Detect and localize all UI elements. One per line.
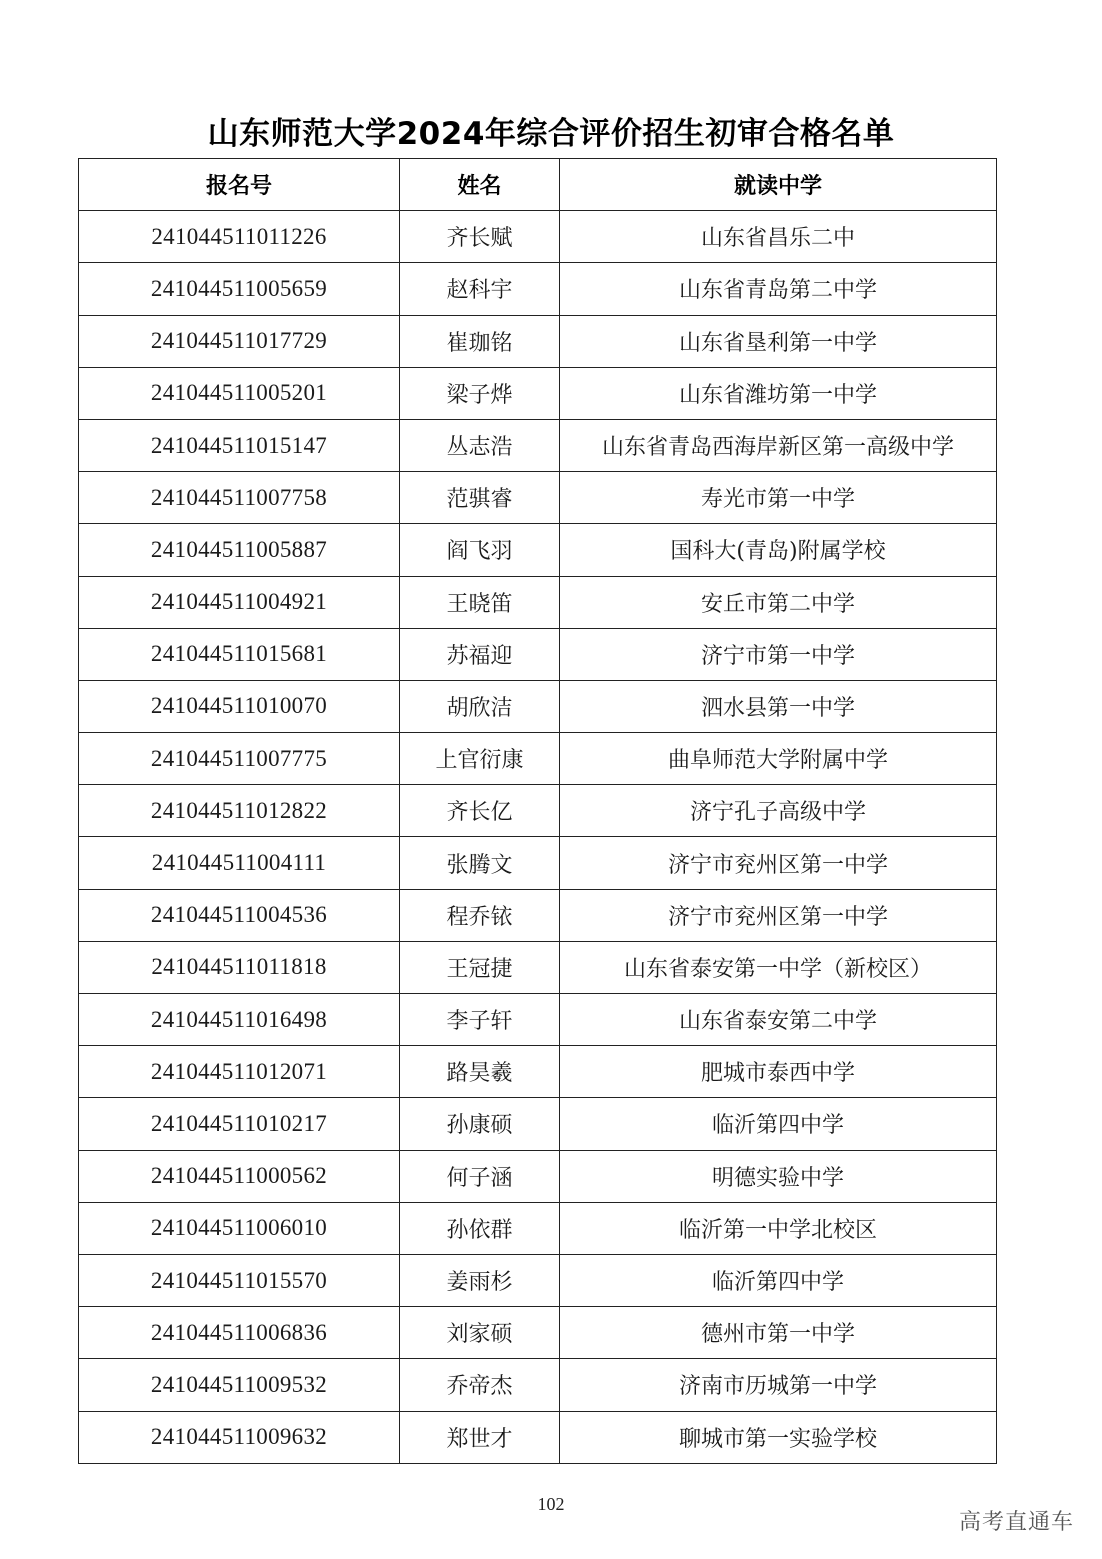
school-name-cell: 肥城市泰西中学 <box>560 1046 997 1098</box>
table-row <box>79 367 997 419</box>
registration-number-cell: 241044511017729 <box>79 315 400 367</box>
registration-number-cell: 241044511011818 <box>79 941 400 993</box>
student-name-cell: 程乔铱 <box>400 889 560 941</box>
student-name-cell: 上官衍康 <box>400 733 560 785</box>
student-name-cell: 崔珈铭 <box>400 315 560 367</box>
student-name-cell: 姜雨杉 <box>400 1254 560 1306</box>
school-name-cell: 泗水县第一中学 <box>560 680 997 732</box>
school-name-cell: 济南市历城第一中学 <box>560 1359 997 1411</box>
table-row <box>79 1046 997 1098</box>
registration-number-cell: 241044511015147 <box>79 419 400 471</box>
school-name-cell: 济宁市兖州区第一中学 <box>560 889 997 941</box>
table-row <box>79 211 997 263</box>
table-row <box>79 524 997 576</box>
table-row <box>79 472 997 524</box>
registration-number-cell: 241044511011226 <box>79 211 400 263</box>
school-name-cell: 寿光市第一中学 <box>560 472 997 524</box>
student-name-cell: 丛志浩 <box>400 419 560 471</box>
school-name-cell: 济宁市兖州区第一中学 <box>560 837 997 889</box>
student-name-cell: 齐长亿 <box>400 785 560 837</box>
table-body <box>79 211 997 1464</box>
table-row <box>79 628 997 680</box>
student-name-cell: 阎飞羽 <box>400 524 560 576</box>
school-name-cell: 明德实验中学 <box>560 1150 997 1202</box>
registration-number-cell: 241044511005201 <box>79 367 400 419</box>
student-name-cell: 路昊羲 <box>400 1046 560 1098</box>
table-row <box>79 419 997 471</box>
student-name-cell: 郑世才 <box>400 1411 560 1463</box>
registration-number-cell: 241044511006010 <box>79 1202 400 1254</box>
column-header-id: 报名号 <box>79 159 400 211</box>
table-row <box>79 1150 997 1202</box>
registration-number-cell: 241044511010070 <box>79 680 400 732</box>
school-name-cell: 曲阜师范大学附属中学 <box>560 733 997 785</box>
registration-number-cell: 241044511010217 <box>79 1098 400 1150</box>
school-name-cell: 山东省青岛第二中学 <box>560 263 997 315</box>
student-name-cell: 李子轩 <box>400 994 560 1046</box>
registration-number-cell: 241044511004921 <box>79 576 400 628</box>
registration-number-cell: 241044511016498 <box>79 994 400 1046</box>
registration-number-cell: 241044511015681 <box>79 628 400 680</box>
registration-number-cell: 241044511009532 <box>79 1359 400 1411</box>
student-name-cell: 范骐睿 <box>400 472 560 524</box>
school-name-cell: 临沂第四中学 <box>560 1254 997 1306</box>
student-name-cell: 刘家硕 <box>400 1307 560 1359</box>
registration-number-cell: 241044511005887 <box>79 524 400 576</box>
table-row <box>79 941 997 993</box>
table-row <box>79 837 997 889</box>
registration-number-cell: 241044511007758 <box>79 472 400 524</box>
registration-number-cell: 241044511009632 <box>79 1411 400 1463</box>
table-row <box>79 1202 997 1254</box>
table-row <box>79 576 997 628</box>
school-name-cell: 山东省泰安第一中学（新校区） <box>560 941 997 993</box>
table-row <box>79 1411 997 1463</box>
student-name-cell: 王晓笛 <box>400 576 560 628</box>
school-name-cell: 德州市第一中学 <box>560 1307 997 1359</box>
school-name-cell: 山东省青岛西海岸新区第一高级中学 <box>560 419 997 471</box>
school-name-cell: 山东省潍坊第一中学 <box>560 367 997 419</box>
school-name-cell: 济宁市第一中学 <box>560 628 997 680</box>
student-name-cell: 梁子烨 <box>400 367 560 419</box>
admission-list-table <box>78 158 997 1464</box>
school-name-cell: 临沂第一中学北校区 <box>560 1202 997 1254</box>
table-row <box>79 315 997 367</box>
school-name-cell: 国科大(青岛)附属学校 <box>560 524 997 576</box>
school-name-cell: 济宁孔子高级中学 <box>560 785 997 837</box>
school-name-cell: 聊城市第一实验学校 <box>560 1411 997 1463</box>
registration-number-cell: 241044511012071 <box>79 1046 400 1098</box>
watermark: 高考直通车 <box>958 1510 1074 1535</box>
registration-number-cell: 241044511007775 <box>79 733 400 785</box>
school-name-cell: 临沂第四中学 <box>560 1098 997 1150</box>
table-row <box>79 889 997 941</box>
school-name-cell: 山东省垦利第一中学 <box>560 315 997 367</box>
table-row <box>79 994 997 1046</box>
table-row <box>79 785 997 837</box>
student-name-cell: 胡欣洁 <box>400 680 560 732</box>
student-name-cell: 孙康硕 <box>400 1098 560 1150</box>
student-name-cell: 王冠捷 <box>400 941 560 993</box>
table-header-row <box>79 159 997 211</box>
column-header-name: 姓名 <box>400 159 560 211</box>
registration-number-cell: 241044511005659 <box>79 263 400 315</box>
school-name-cell: 山东省泰安第二中学 <box>560 994 997 1046</box>
table-row <box>79 1098 997 1150</box>
table-row <box>79 263 997 315</box>
column-header-school: 就读中学 <box>560 159 997 211</box>
table-row <box>79 733 997 785</box>
student-name-cell: 齐长赋 <box>400 211 560 263</box>
table-row <box>79 1307 997 1359</box>
registration-number-cell: 241044511004111 <box>79 837 400 889</box>
school-name-cell: 山东省昌乐二中 <box>560 211 997 263</box>
table-row <box>79 1359 997 1411</box>
student-name-cell: 赵科宇 <box>400 263 560 315</box>
student-name-cell: 张腾文 <box>400 837 560 889</box>
registration-number-cell: 241044511004536 <box>79 889 400 941</box>
student-name-cell: 乔帝杰 <box>400 1359 560 1411</box>
student-name-cell: 孙依群 <box>400 1202 560 1254</box>
student-name-cell: 何子涵 <box>400 1150 560 1202</box>
table-row <box>79 1254 997 1306</box>
table-row <box>79 680 997 732</box>
registration-number-cell: 241044511012822 <box>79 785 400 837</box>
registration-number-cell: 241044511000562 <box>79 1150 400 1202</box>
registration-number-cell: 241044511006836 <box>79 1307 400 1359</box>
page-title: 山东师范大学2024年综合评价招生初审合格名单 <box>207 116 895 152</box>
registration-number-cell: 241044511015570 <box>79 1254 400 1306</box>
student-name-cell: 苏福迎 <box>400 628 560 680</box>
page-number: 102 <box>537 1494 565 1514</box>
school-name-cell: 安丘市第二中学 <box>560 576 997 628</box>
